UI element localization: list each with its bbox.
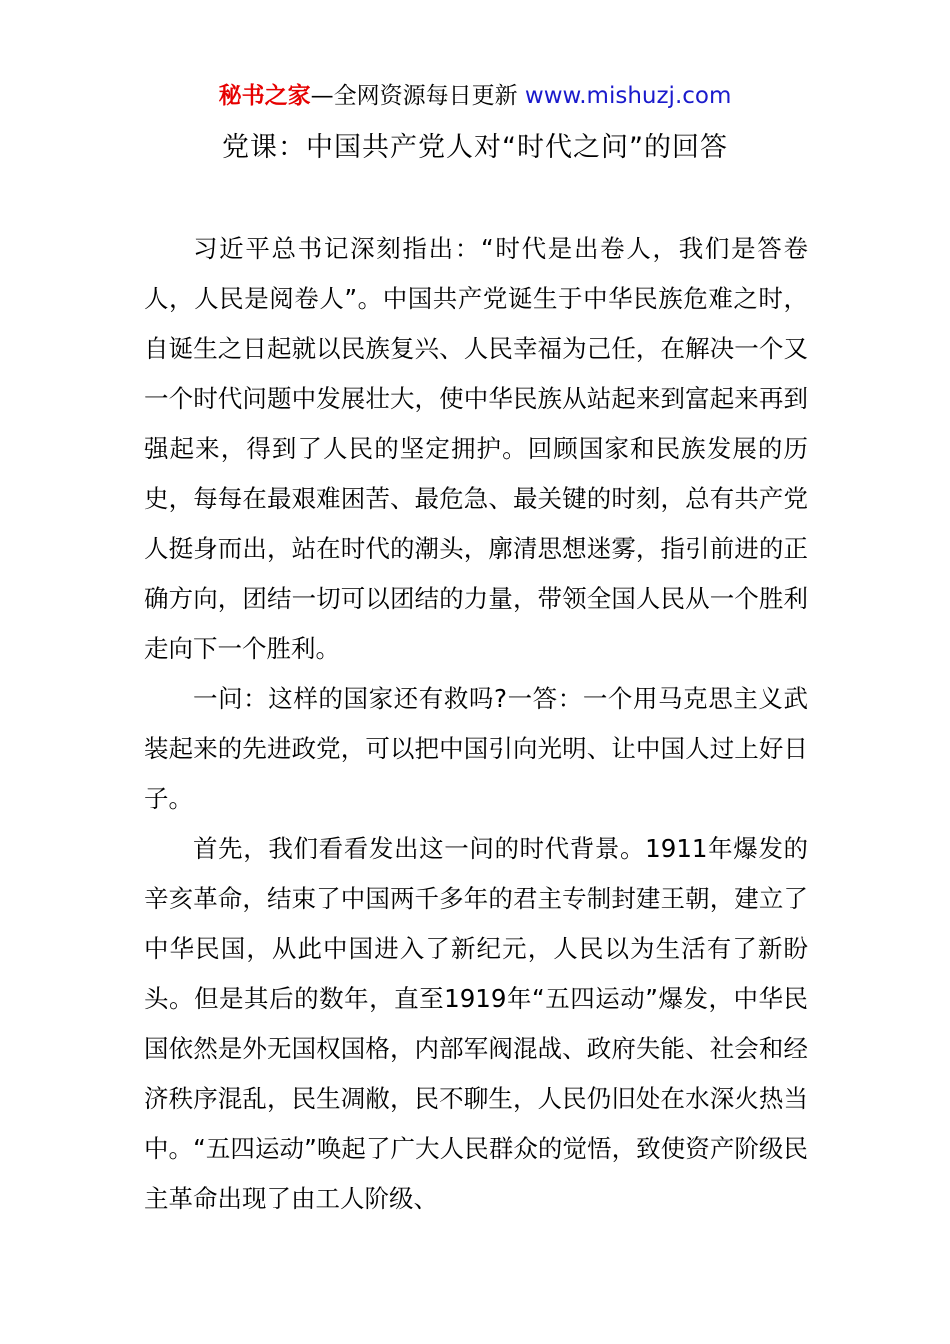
site-url: www.mishuzj.com [524,83,732,109]
site-brand: 秘书之家 [218,83,311,109]
paragraph: 一问：这样的国家还有救吗?一答：一个用马克思主义武装起来的先进政党，可以把中国引向光明、让中国人过上好日子。 [144,684,808,813]
paragraph: 习近平总书记深刻指出：“时代是出卷人，我们是答卷人，人民是阅卷人”。中国共产党诞生于中华民族危难之时，自诞生之日起就以民族复兴、人民幸福为己任，在解决一个又一个时代问题中发展壮大，使中华民族从站起来到富起来再到强起来，得到了人民的坚定拥护。回顾国家和民族发展的历史，每每在最艰难困苦、最危急、最关键的时刻，总有共产党人挺身而出，站在时代的潮头，廓清思想迷雾，指引前进的正确方向，团结一切可以团结的力量，带领全国人民从一个胜利走向下一个胜利。 [144,234,808,663]
site-tagline: —全网资源每日更新 [310,83,525,109]
document-body [144,224,808,1224]
document-title: 党课：中国共产党人对“时代之问”的回答 [222,132,728,163]
paragraph: 首先，我们看看发出这一问的时代背景。1911年爆发的辛亥革命，结束了中国两千多年的君主专制封建王朝，建立了中华民国，从此中国进入了新纪元，人民以为生活有了新盼头。但是其后的数年，直至1919年“五四运动”爆发，中华民国依然是外无国权国格，内部军阀混战、政府失能、社会和经济秩序混乱，民生凋敝，民不聊生，人民仍旧处在水深火热当中。“五四运动”唤起了广大人民群众的觉悟，致使资产阶级民主革命出现了由工人阶级、 [144,834,808,1213]
site-header [0,80,950,112]
